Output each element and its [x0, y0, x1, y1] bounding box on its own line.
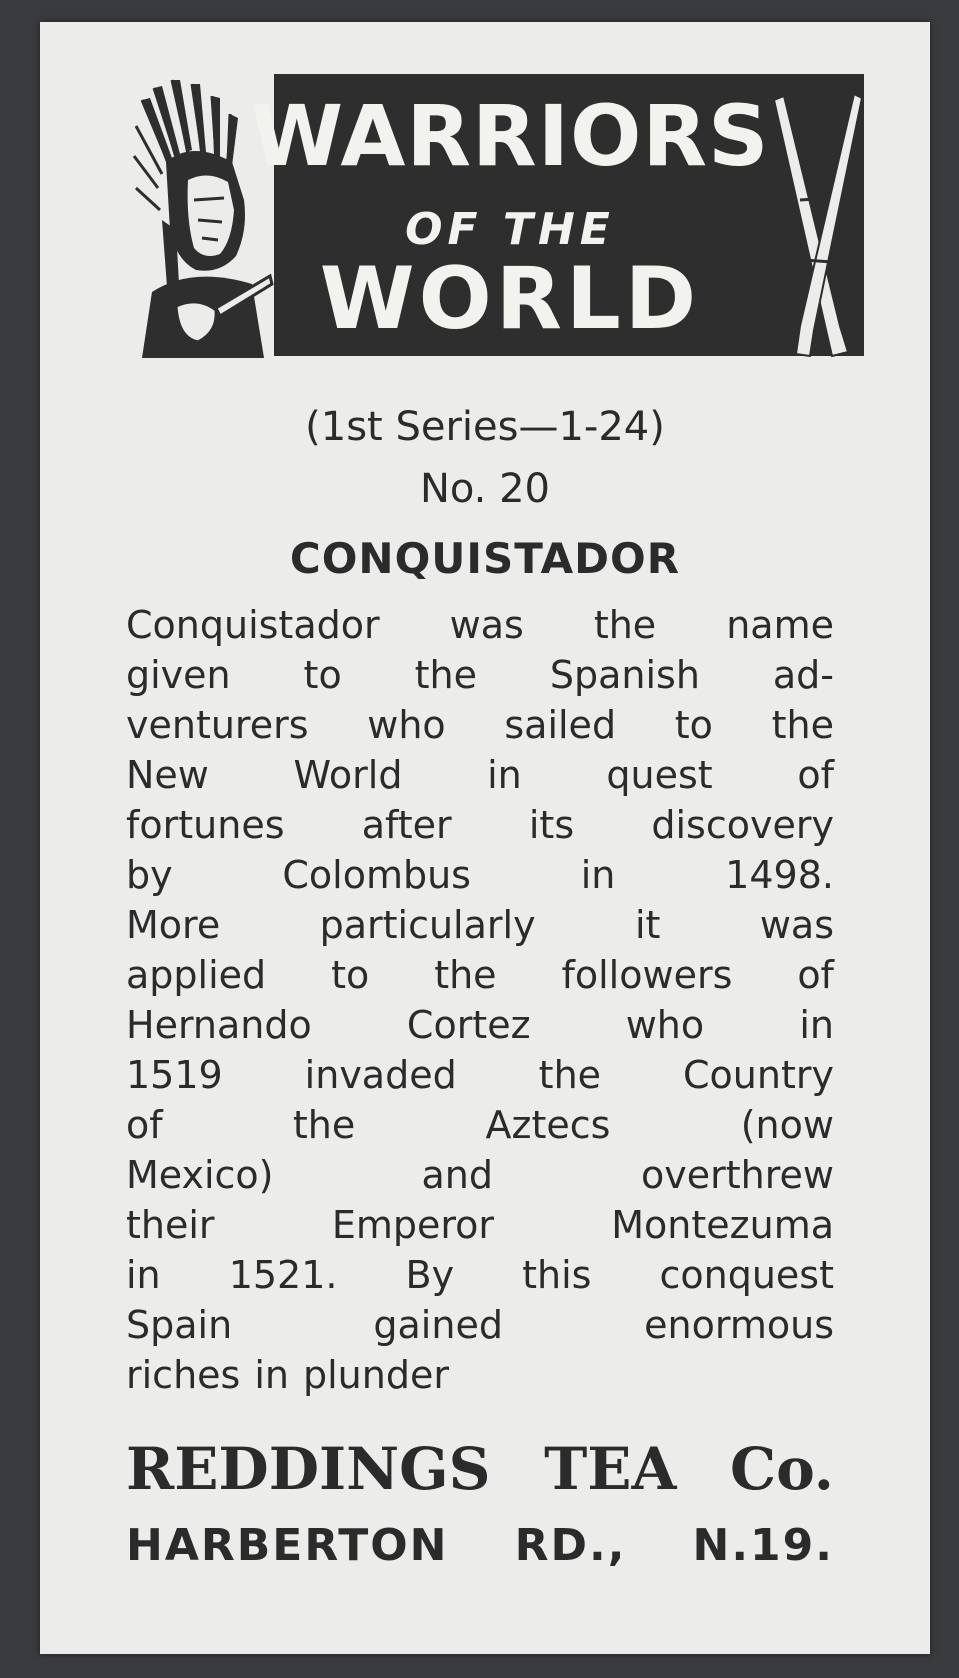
description-word: in: [580, 853, 616, 897]
description-word: enormous: [644, 1303, 834, 1347]
description-word: in: [799, 1003, 834, 1047]
description-word: Aztecs: [485, 1103, 611, 1147]
description-line: [126, 850, 834, 900]
description-word: in: [126, 1253, 161, 1297]
description-word: of: [797, 753, 834, 797]
description-line: [126, 1000, 834, 1050]
company-name: [126, 1435, 834, 1503]
description-word: World: [293, 753, 403, 797]
description-word: to: [674, 703, 713, 747]
description-word: Emperor: [331, 1203, 494, 1247]
description-word: after: [361, 803, 452, 847]
description-word: particularly: [319, 903, 536, 947]
description-line: [126, 1150, 834, 1200]
description-word: Colombus: [282, 853, 471, 897]
description-word: More: [126, 903, 221, 947]
company-word: Co.: [729, 1435, 834, 1503]
description-line: [126, 1200, 834, 1250]
description-word: sailed: [504, 703, 617, 747]
description-line: [126, 1100, 834, 1150]
trading-card: [40, 22, 930, 1654]
description-line: [126, 750, 834, 800]
card-number: No. 20: [419, 466, 551, 512]
description-word: who: [625, 1003, 705, 1047]
description-word: Hernando: [126, 1003, 312, 1047]
description-word: ad-: [772, 653, 834, 697]
description-word: applied: [126, 953, 267, 997]
description-word: 1519: [126, 1053, 223, 1097]
description-line: [126, 1300, 834, 1350]
description-word: it: [634, 903, 661, 947]
description-word: who: [367, 703, 446, 747]
description-word: (now: [740, 1103, 834, 1147]
description-word: the: [292, 1103, 356, 1147]
description-word: Montezuma: [611, 1203, 834, 1247]
description-line: [126, 950, 834, 1000]
description-word: Spain: [126, 1303, 233, 1347]
description-word: followers: [561, 953, 733, 997]
description-word: in: [254, 1353, 289, 1397]
description-word: was: [759, 903, 834, 947]
description-word: fortunes: [126, 803, 285, 847]
description-word: quest: [606, 753, 713, 797]
company-address: [126, 1520, 834, 1571]
description-word: the: [434, 953, 497, 997]
description-word: name: [726, 603, 834, 647]
title-of-the: OF THE: [405, 204, 615, 255]
card-description: [126, 600, 834, 1400]
description-word: to: [331, 953, 370, 997]
description-line: [126, 1050, 834, 1100]
description-word: Spanish: [549, 653, 700, 697]
description-word: the: [771, 703, 834, 747]
description-word: its: [528, 803, 575, 847]
title-warriors: WARRIORS: [250, 87, 770, 185]
address-word: RD.,: [514, 1520, 627, 1571]
description-line: [126, 650, 834, 700]
description-word: their: [126, 1203, 215, 1247]
description-word: New: [126, 753, 209, 797]
description-line: [126, 600, 834, 650]
company-word: TEA: [544, 1435, 677, 1503]
description-word: plunder: [303, 1353, 449, 1397]
description-word: of: [797, 953, 834, 997]
description-word: discovery: [651, 803, 834, 847]
description-word: to: [303, 653, 342, 697]
company-word: REDDINGS: [126, 1435, 491, 1503]
crossed-rifles-icon: [770, 80, 866, 360]
description-line: [126, 700, 834, 750]
description-word: Mexico): [126, 1153, 274, 1197]
description-word: 1521.: [228, 1253, 338, 1297]
description-word: of: [126, 1103, 163, 1147]
description-word: gained: [373, 1303, 503, 1347]
description-word: Country: [683, 1053, 834, 1097]
description-word: and: [421, 1153, 494, 1197]
description-word: 1498.: [725, 853, 834, 897]
description-word: the: [538, 1053, 602, 1097]
description-word: was: [449, 603, 524, 647]
address-word: N.19.: [692, 1520, 834, 1571]
title-world: WORLD: [319, 249, 701, 349]
description-word: the: [414, 653, 477, 697]
description-word: riches: [126, 1353, 241, 1397]
description-word: By: [405, 1253, 455, 1297]
address-word: HARBERTON: [126, 1520, 449, 1571]
description-line: [126, 1350, 834, 1400]
description-word: in: [487, 753, 522, 797]
description-word: the: [593, 603, 657, 647]
description-word: this: [522, 1253, 592, 1297]
description-line: [126, 800, 834, 850]
card-heading: CONQUISTADOR: [289, 534, 681, 583]
description-word: Cortez: [406, 1003, 531, 1047]
description-word: by: [126, 853, 173, 897]
description-line: [126, 900, 834, 950]
description-word: overthrew: [641, 1153, 834, 1197]
description-word: conquest: [659, 1253, 834, 1297]
series-label: (1st Series—1-24): [305, 404, 665, 450]
description-line: [126, 1250, 834, 1300]
description-word: invaded: [304, 1053, 457, 1097]
description-word: given: [126, 653, 231, 697]
description-word: Conquistador: [126, 603, 380, 647]
description-word: venturers: [126, 703, 309, 747]
